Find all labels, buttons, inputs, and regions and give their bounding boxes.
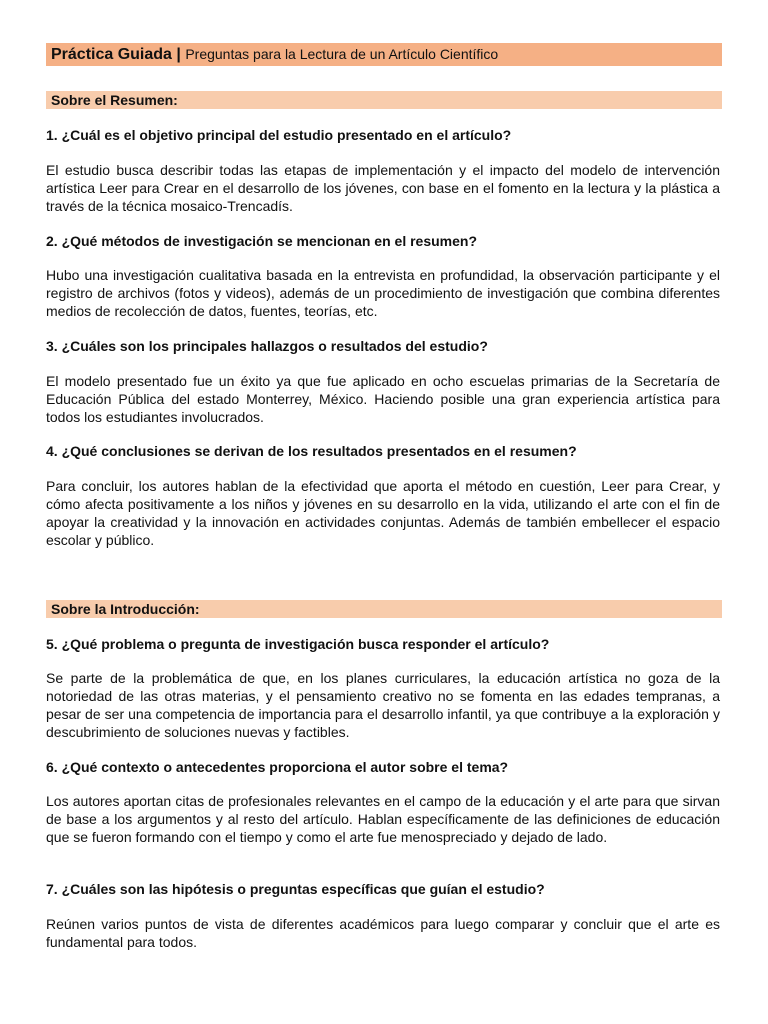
- answer-6: Los autores aportan citas de profesionales relevantes en el campo de la educación y el arte para que sirvan de base a los argumentos y al resto del artículo. Hablan específicamente de las definiciones de educación que se fueron formando con el tiempo y como el arte fue menospreciado y dejado de lado.: [46, 793, 720, 845]
- question-7: 7. ¿Cuáles son las hipótesis o preguntas específicas que guían el estudio?: [46, 881, 545, 897]
- answer-7: Reúnen varios puntos de vista de diferentes académicos para luego comparar y concluir que el arte es fundamental para todos.: [46, 916, 720, 950]
- question-5: 5. ¿Qué problema o pregunta de investigación busca responder el artículo?: [46, 636, 550, 652]
- page-subtitle: Preguntas para la Lectura de un Artículo Científico: [185, 46, 499, 62]
- section-heading-resumen: Sobre el Resumen:: [46, 91, 722, 109]
- question-6: 6. ¿Qué contexto o antecedentes proporciona el autor sobre el tema?: [46, 759, 509, 775]
- page-title-bar: [46, 43, 722, 66]
- answer-4: Para concluir, los autores hablan de la efectividad que aporta el método en cuestión, Leer para Crear, y cómo afecta positivamente a los niños y jóvenes en su desarrollo en la vida, utilizando el arte con el fin de apoyar la creatividad y la innovación en actividades conjuntas. Además de también embellecer el espacio escolar y público.: [46, 478, 720, 548]
- answer-2: Hubo una investigación cualitativa basada en la entrevista en profundidad, la observación participante y el registro de archivos (fotos y videos), además de un procedimiento de investigación que combina diferentes medios de recolección de datos, fuentes, teorías, etc.: [46, 267, 720, 319]
- question-2: 2. ¿Qué métodos de investigación se mencionan en el resumen?: [46, 233, 478, 249]
- question-3: 3. ¿Cuáles son los principales hallazgos o resultados del estudio?: [46, 338, 488, 354]
- question-4: 4. ¿Qué conclusiones se derivan de los resultados presentados en el resumen?: [46, 443, 577, 459]
- answer-5: Se parte de la problemática de que, en los planes curriculares, la educación artística no goza de la notoriedad de las otras materias, y el pensamiento creativo no se fomenta en las edades tempranas, a pesar de ser una competencia de importancia para el desarrollo infantil, ya que contribuye a la exploración y descubrimiento de soluciones nuevas y factibles.: [46, 670, 720, 740]
- question-1: 1. ¿Cuál es el objetivo principal del estudio presentado en el artículo?: [46, 127, 512, 143]
- section-heading-introduccion: Sobre la Introducción:: [46, 600, 722, 618]
- answer-1: El estudio busca describir todas las etapas de implementación y el impacto del modelo de intervención artística Leer para Crear en el desarrollo de los jóvenes, con base en el fomento en la lectura y la plástica a través de la técnica mosaico-Trencadís.: [46, 162, 720, 214]
- page-title: Práctica Guiada |: [51, 46, 181, 63]
- answer-3: El modelo presentado fue un éxito ya que fue aplicado en ocho escuelas primarias de la Secretaría de Educación Pública del estado Monterrey, México. Haciendo posible una gran experiencia artística para todos los estudiantes involucrados.: [46, 373, 720, 425]
